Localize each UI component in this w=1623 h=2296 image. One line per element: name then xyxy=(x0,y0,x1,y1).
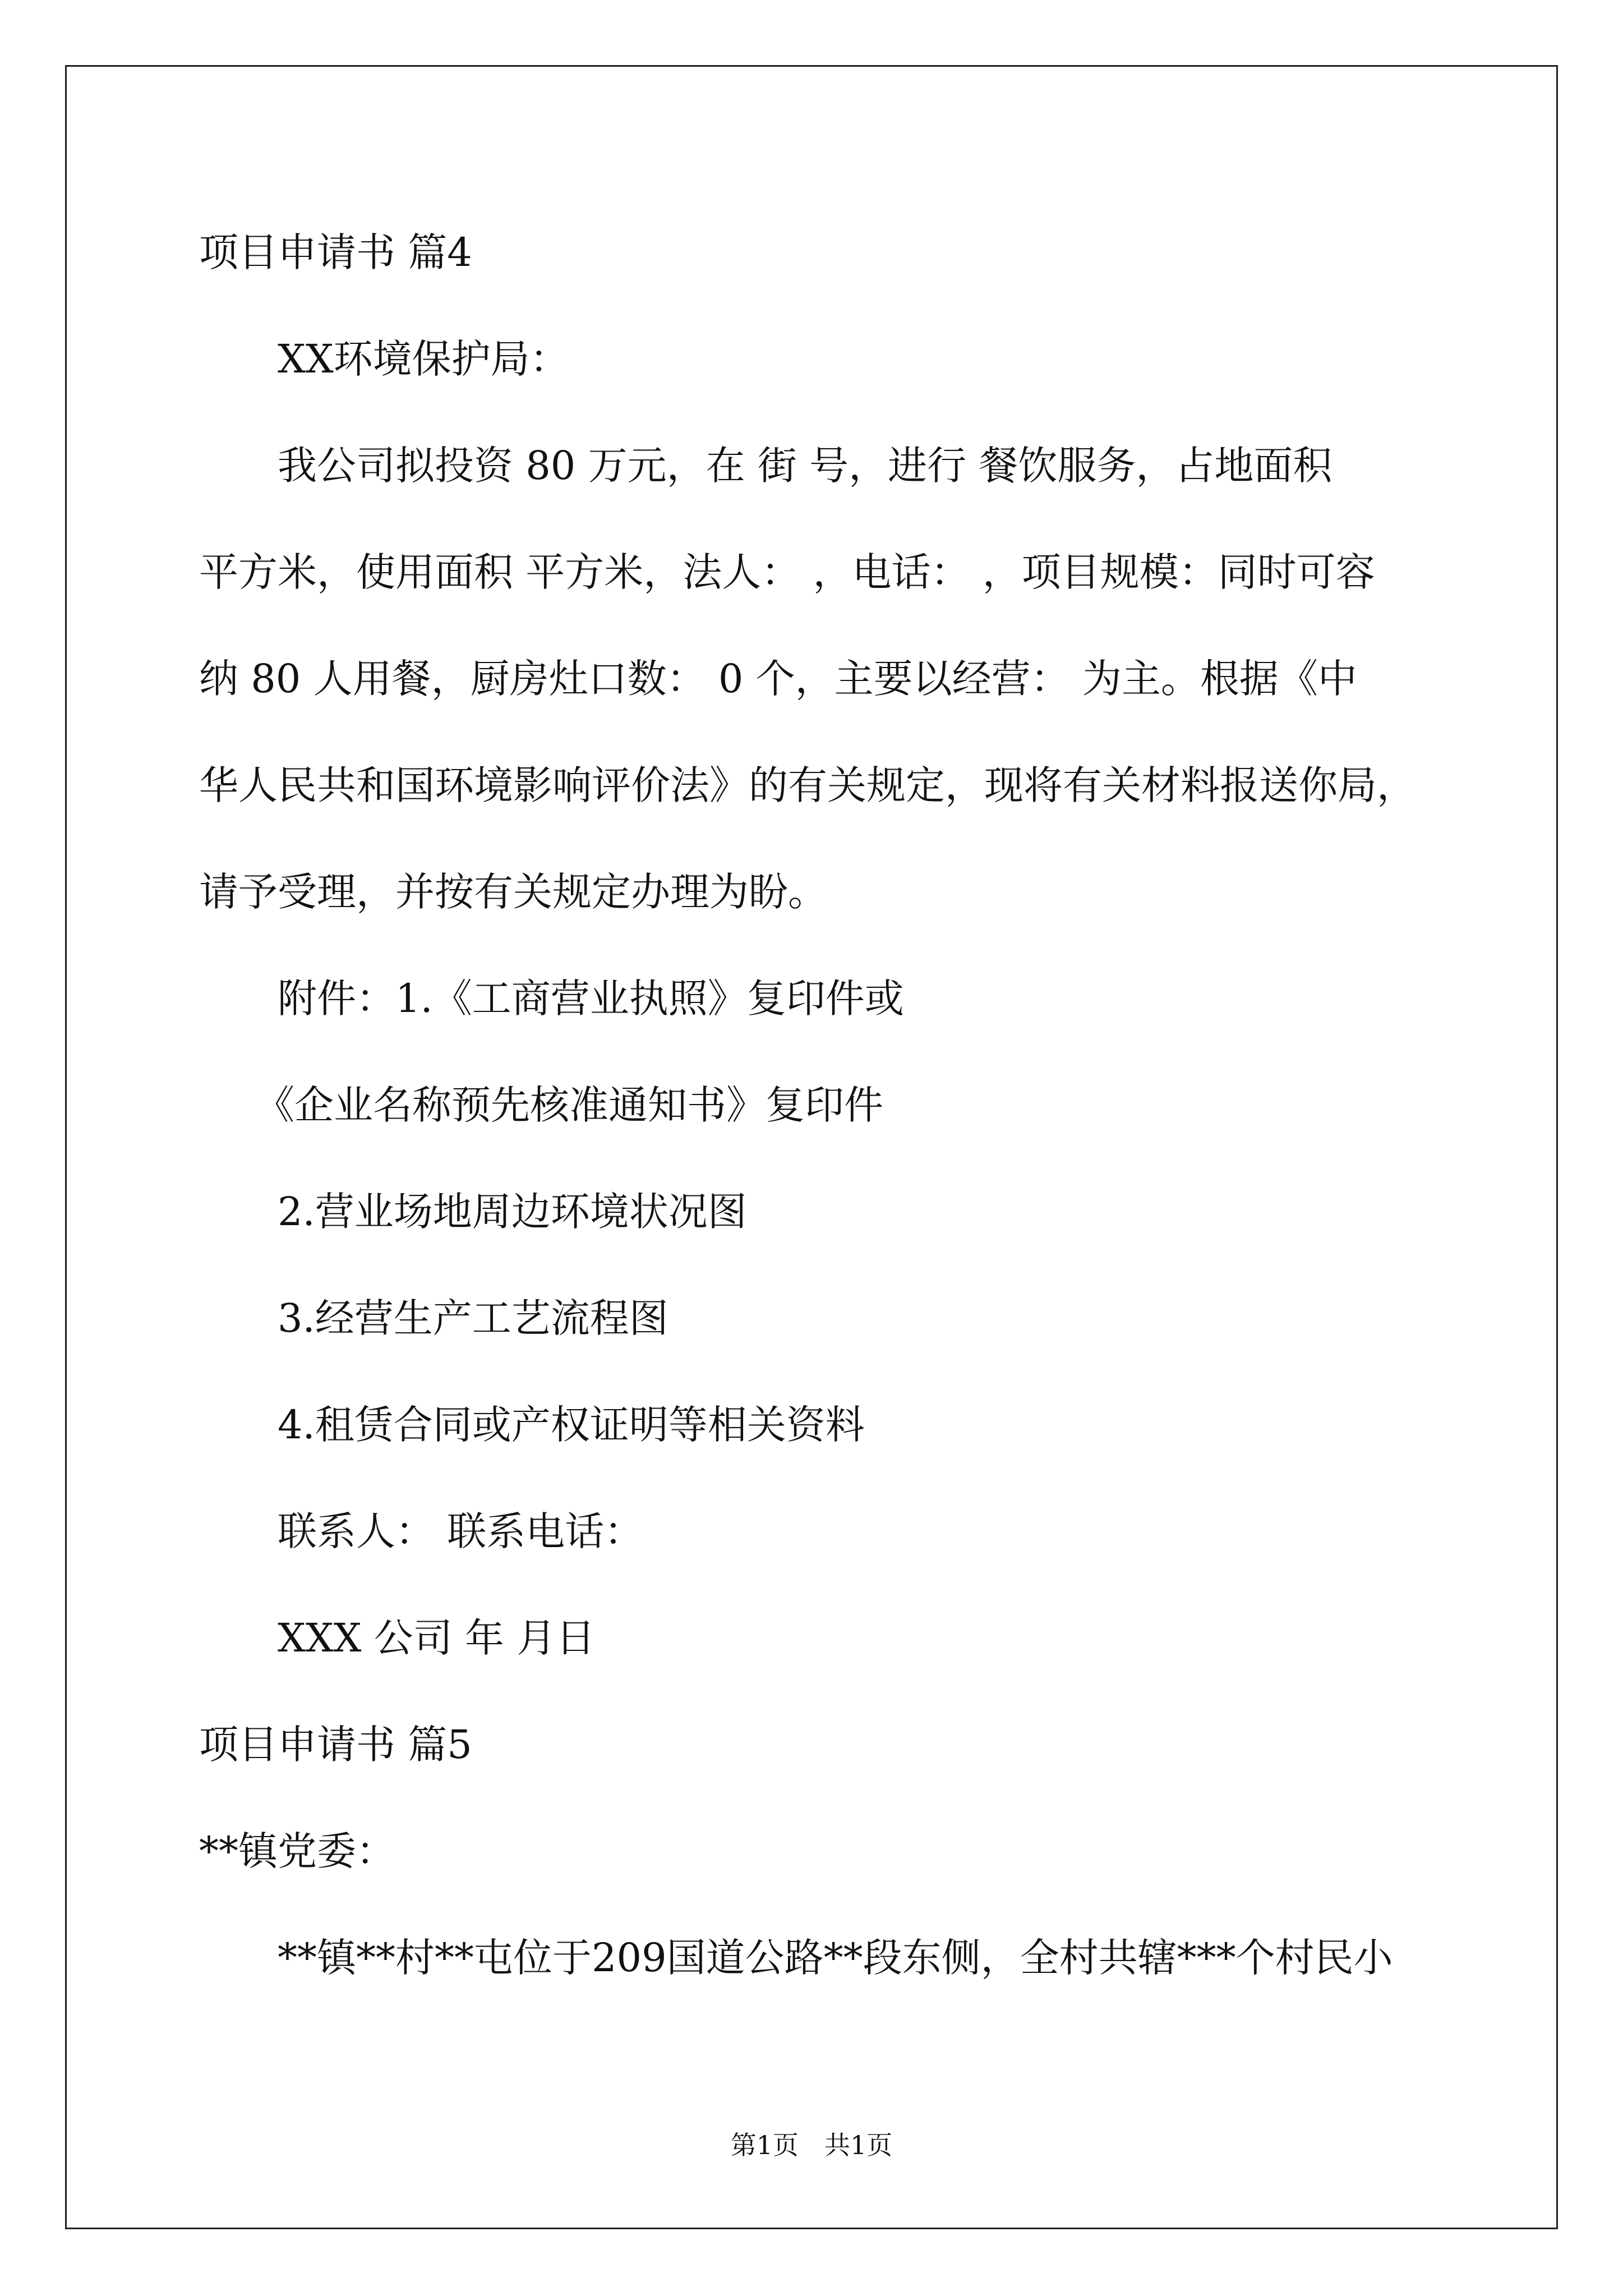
section-heading-4: 项目申请书 篇4 xyxy=(199,229,472,275)
attachment-line: 《企业名称预先核准通知书》复印件 xyxy=(255,1082,883,1128)
page-footer: 第1页 共1页 xyxy=(730,2130,893,2160)
paragraph-line: 纳 80 人用餐，厨房灶口数： 0 个，主要以经营： 为主。根据《中 xyxy=(199,656,1357,702)
section-heading-5: 项目申请书 篇5 xyxy=(199,1722,472,1768)
addressee-line: XX环境保护局： xyxy=(278,336,569,382)
signature-line: XXX 公司 年 月日 xyxy=(278,1615,596,1661)
attachment-line: 4.租赁合同或产权证明等相关资料 xyxy=(278,1402,865,1448)
paragraph-line: 请予受理，并按有关规定办理为盼。 xyxy=(199,869,827,915)
addressee-line: **镇党委： xyxy=(199,1828,395,1874)
paragraph-line: 华人民共和国环境影响评价法》的有关规定，现将有关材料报送你局， xyxy=(199,762,1416,808)
paragraph-line: **镇**村**屯位于209国道公路**段东侧，全村共辖***个村民小 xyxy=(278,1935,1393,1981)
contact-line: 联系人： 联系电话： xyxy=(278,1508,644,1554)
paragraph-line: 我公司拟投资 80 万元，在 街 号，进行 餐饮服务，占地面积 xyxy=(278,443,1332,489)
attachment-line: 2.营业场地周边环境状况图 xyxy=(278,1189,747,1235)
attachment-line: 附件：1.《工商营业执照》复印件或 xyxy=(278,976,904,1022)
attachment-line: 3.经营生产工艺流程图 xyxy=(278,1295,668,1341)
paragraph-line: 平方米，使用面积 平方米，法人： ，电话： ，项目规模：同时可容 xyxy=(199,549,1375,595)
